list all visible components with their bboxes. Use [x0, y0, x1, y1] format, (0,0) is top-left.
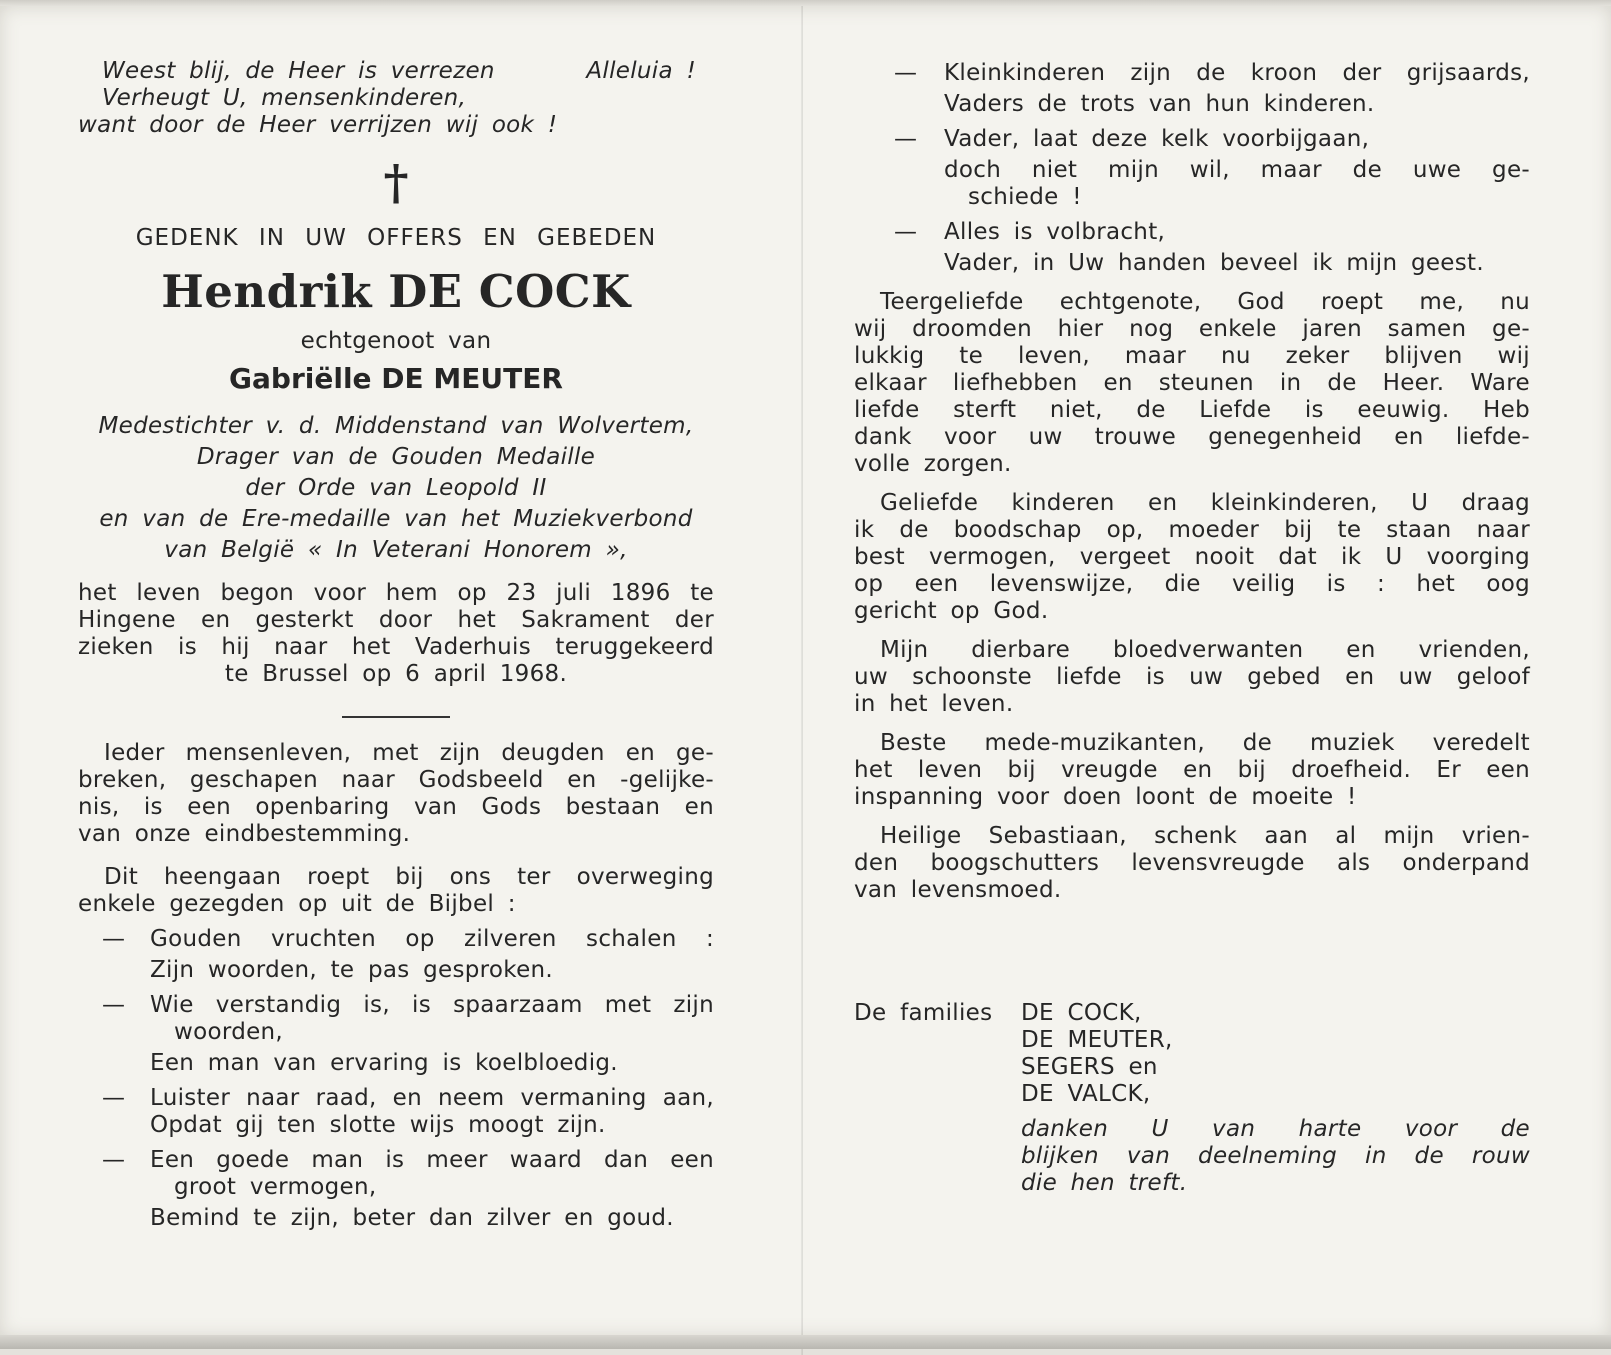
text-line: enkele gezegden op uit de Bijbel : — [78, 891, 516, 917]
verse-line: Verheugt U, mensenkinderen, — [102, 85, 467, 111]
family-name: DE COCK, — [1021, 1000, 1142, 1026]
proverb-item — [78, 926, 714, 984]
proverb-line: woorden, — [174, 1019, 284, 1045]
text-line: Heilige Sebastiaan, schenk aan al mijn vrien- — [880, 823, 1530, 849]
right-panel — [854, 60, 1530, 1197]
sayings-list — [854, 60, 1530, 277]
text-line: te Brussel op 6 april 1968. — [224, 661, 568, 687]
spouse-name: Gabriëlle DE MEUTER — [229, 362, 563, 395]
text-line: wij droomden hier nog enkele jaren samen ge- — [854, 316, 1530, 342]
text-line: het leven bij vreugde en bij droefheid. Er een — [854, 757, 1530, 783]
text-line: van onze eindbestemming. — [78, 821, 411, 847]
text-line: den boogschutters levensvreugde als onderpand — [854, 850, 1530, 876]
text-line: Beste mede-muzikanten, de muziek veredelt — [880, 730, 1530, 756]
dash-bullet: — — [894, 126, 918, 152]
text-line: best vermogen, vergeet nooit dat ik U voorging — [854, 544, 1530, 570]
farewell-spouse-paragraph — [854, 289, 1530, 478]
text-line: op een levenswijze, die veilig is : het oog — [854, 571, 1530, 597]
text-line: Dit heengaan roept bij ons ter overweging — [104, 864, 714, 890]
proverb-item — [78, 992, 714, 1077]
dash-bullet: — — [102, 1147, 126, 1173]
honour-line: der Orde van Leopold II — [245, 475, 547, 501]
saying-line: Vaders de trots van hun kinderen. — [944, 91, 1375, 117]
proverb-line: Een man van ervaring is koelbloedig. — [150, 1050, 618, 1076]
text-line: breken, geschapen naar Godsbeeld en -gelijke- — [78, 767, 714, 793]
section-divider — [342, 716, 450, 718]
text-line: Teergeliefde echtgenote, God roept me, nu — [880, 289, 1530, 315]
verse-line: want door de Heer verrijzen wij ook ! — [78, 112, 558, 138]
bible-intro-paragraph — [78, 864, 714, 918]
saying-item — [854, 126, 1530, 211]
proverb-line: Luister naar raad, en neem vermaning aan, — [150, 1085, 714, 1111]
family-name: SEGERS en — [1021, 1054, 1158, 1080]
proverb-line: Een goede man is meer waard dan een — [150, 1147, 714, 1173]
proverbs-list — [78, 926, 714, 1232]
thanks-line: blijken van deelneming in de rouw — [1021, 1143, 1530, 1169]
proverb-line: Wie verstandig is, is spaarzaam met zijn — [150, 992, 714, 1018]
dash-bullet: — — [102, 926, 126, 952]
left-panel — [78, 58, 714, 1232]
proverb-item — [78, 1085, 714, 1139]
spouse-label: echtgenoot van — [300, 328, 492, 354]
text-line: liefde sterft niet, de Liefde is eeuwig. Heb — [854, 397, 1530, 423]
text-line: in het leven. — [854, 691, 1014, 717]
text-line: Hingene en gesterkt door het Sakrament der — [78, 607, 714, 633]
farewell-musicians-paragraph — [854, 730, 1530, 811]
text-line: Mijn dierbare bloedverwanten en vrienden, — [880, 637, 1530, 663]
dash-bullet: — — [894, 60, 918, 86]
text-line: ik de boodschap op, moeder bij te staan naar — [854, 517, 1530, 543]
remembrance-heading: GEDENK IN UW OFFERS EN GEBEDEN — [135, 225, 657, 251]
deceased-name: Hendrik DE COCK — [161, 265, 631, 318]
family-name: DE VALCK, — [1021, 1081, 1151, 1107]
text-line: Ieder mensenleven, met zijn deugden en ge- — [104, 740, 714, 766]
card-bottom-edge — [0, 1335, 1611, 1349]
text-line: zieken is hij naar het Vaderhuis teruggekeerd — [78, 634, 714, 660]
text-line: volle zorgen. — [854, 451, 1012, 477]
verse-line — [78, 58, 714, 85]
honour-line: Medestichter v. d. Middenstand van Wolvertem, — [98, 413, 694, 439]
family-signature — [854, 1000, 1530, 1197]
saying-item — [854, 219, 1530, 277]
honour-line: en van de Ere-medaille van het Muziekverbond — [99, 506, 693, 532]
text-line: inspanning voor doen loont de moeite ! — [854, 784, 1357, 810]
honours-list — [78, 411, 714, 566]
reflection-paragraph — [78, 740, 714, 848]
saying-line: Vader, laat deze kelk voorbijgaan, — [944, 126, 1370, 152]
dash-bullet: — — [102, 992, 126, 1018]
proverb-item — [78, 1147, 714, 1232]
family-names — [1021, 1000, 1173, 1108]
verse-alleluia: Alleluia ! — [586, 58, 696, 84]
text-line: elkaar liefhebben en steunen in de Heer. Ware — [854, 370, 1530, 396]
proverb-line: Gouden vruchten op zilveren schalen : — [150, 926, 714, 952]
saying-line: schiede ! — [968, 184, 1082, 210]
honour-line: Drager van de Gouden Medaille — [196, 444, 596, 470]
proverb-line: Zijn woorden, te pas gesproken. — [150, 957, 554, 983]
thanks-line: danken U van harte voor de — [1021, 1116, 1530, 1142]
family-name: DE MEUTER, — [1021, 1027, 1173, 1053]
dash-bullet: — — [102, 1085, 126, 1111]
signature-lead: De families — [854, 1000, 993, 1026]
life-dates-paragraph — [78, 580, 714, 688]
saying-line: doch niet mijn wil, maar de uwe ge- — [944, 157, 1530, 183]
text-line: gericht op God. — [854, 598, 1049, 624]
easter-verse — [78, 58, 714, 139]
text-line: nis, is een openbaring van Gods bestaan en — [78, 794, 714, 820]
family-names-block — [854, 1000, 1530, 1108]
text-line: dank voor uw trouwe genegenheid en liefde- — [854, 424, 1530, 450]
honour-line: van België « In Veterani Honorem », — [164, 537, 628, 563]
saying-line: Kleinkinderen zijn de kroon der grijsaards, — [944, 60, 1530, 86]
text-line: uw schoonste liefde is uw gebed en uw geloof — [854, 664, 1530, 690]
text-line: Geliefde kinderen en kleinkinderen, U draag — [880, 490, 1530, 516]
proverb-line: Opdat gij ten slotte wijs moogt zijn. — [150, 1112, 606, 1138]
text-line: het leven begon voor hem op 23 juli 1896 te — [78, 580, 714, 606]
cross-icon: † — [383, 155, 409, 211]
farewell-relatives-paragraph — [854, 637, 1530, 718]
proverb-line: groot vermogen, — [174, 1174, 377, 1200]
saying-line: Alles is volbracht, — [944, 219, 1166, 245]
text-line: lukkig te leven, maar nu zeker blijven wij — [854, 343, 1530, 369]
farewell-archers-paragraph — [854, 823, 1530, 904]
proverb-line: Bemind te zijn, beter dan zilver en goud. — [150, 1205, 674, 1231]
thanks-line: die hen treft. — [1021, 1170, 1188, 1196]
saying-item — [854, 60, 1530, 118]
dash-bullet: — — [894, 219, 918, 245]
text-line: van levensmoed. — [854, 877, 1062, 903]
thanks-message — [1021, 1116, 1530, 1197]
verse-text: Weest blij, de Heer is verrezen — [102, 58, 495, 84]
farewell-children-paragraph — [854, 490, 1530, 625]
saying-line: Vader, in Uw handen beveel ik mijn geest. — [944, 250, 1484, 276]
center-fold — [801, 6, 803, 1355]
